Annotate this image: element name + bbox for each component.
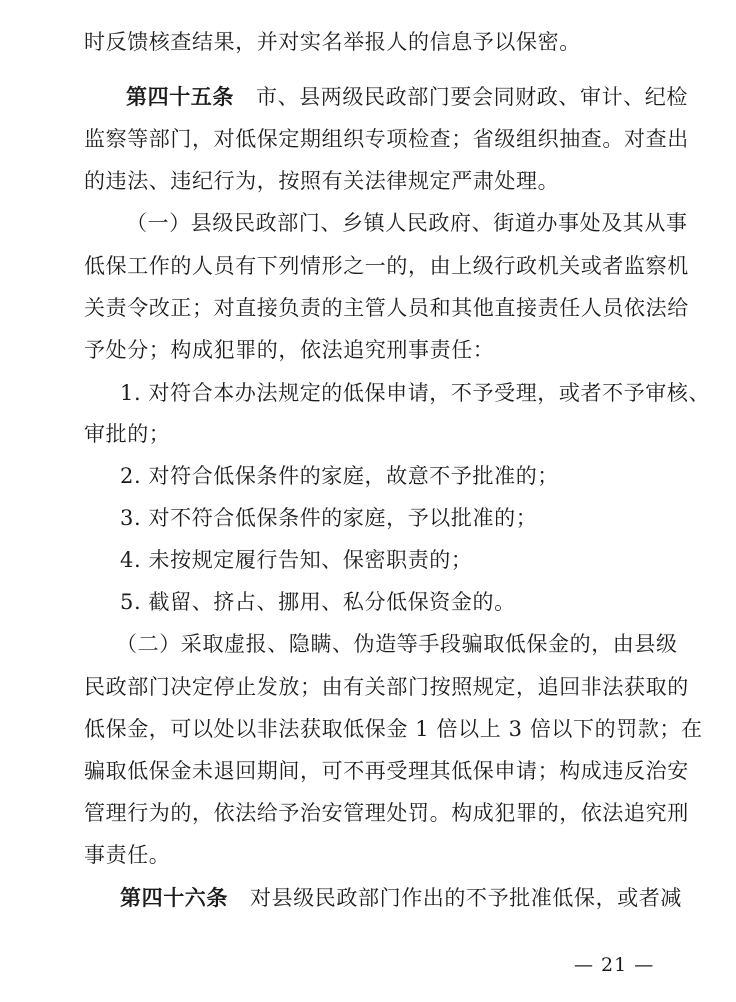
paragraph-line: 时反馈核查结果，并对实名举报人的信息予以保密。 xyxy=(84,30,581,54)
article-text: 对县级民政部门作出的不予批准低保，或者减 xyxy=(250,886,682,910)
paragraph-line: 管理行为的，依法给予治安管理处罚。构成犯罪的，依法追究刑 xyxy=(84,801,689,825)
list-item: 5. 截留、挤占、挪用、私分低保资金的。 xyxy=(120,590,516,614)
paragraph-line: 监察等部门，对低保定期组织专项检查；省级组织抽查。对查出 xyxy=(84,127,689,151)
list-item: 2. 对符合低保条件的家庭，故意不予批准的； xyxy=(120,464,559,488)
list-item: 3. 对不符合低保条件的家庭，予以批准的； xyxy=(120,506,538,530)
paragraph-line: 民政部门决定停止发放；由有关部门按照规定，追回非法获取的 xyxy=(84,675,689,699)
paragraph-line: 低保金，可以处以非法获取低保金 1 倍以上 3 倍以下的罚款；在 xyxy=(84,717,703,741)
paragraph-line: 的违法、违纪行为，按照有关法律规定严肃处理。 xyxy=(84,169,560,193)
article-heading: 第四十五条 xyxy=(126,84,234,109)
paragraph-line: （二）采取虚报、隐瞒、伪造等手段骗取低保金的，由县级 xyxy=(116,632,678,656)
paragraph-line: 事责任。 xyxy=(84,843,171,867)
article-heading: 第四十六条 xyxy=(120,885,228,910)
article-text: 市、县两级民政部门要会同财政、审计、纪检 xyxy=(256,85,688,109)
paragraph-line: （一）县级民政部门、乡镇人民政府、街道办事处及其从事 xyxy=(126,211,688,235)
article-46-first-line xyxy=(120,884,682,912)
paragraph-line: 予处分；构成犯罪的，依法追究刑事责任： xyxy=(84,338,495,362)
paragraph-line: 关责令改正；对直接负责的主管人员和其他直接责任人员依法给 xyxy=(84,296,689,320)
page-number: — 21 — xyxy=(574,954,655,976)
paragraph-line: 低保工作的人员有下列情形之一的，由上级行政机关或者监察机 xyxy=(84,254,689,278)
list-item-continuation: 审批的； xyxy=(84,422,171,446)
paragraph-line: 骗取低保金未退回期间，可不再受理其低保申请；构成违反治安 xyxy=(84,759,689,783)
list-item: 1. 对符合本办法规定的低保申请，不予受理，或者不予审核、 xyxy=(120,381,711,405)
list-item: 4. 未按规定履行告知、保密职责的； xyxy=(120,548,473,572)
article-45-first-line xyxy=(126,83,688,111)
